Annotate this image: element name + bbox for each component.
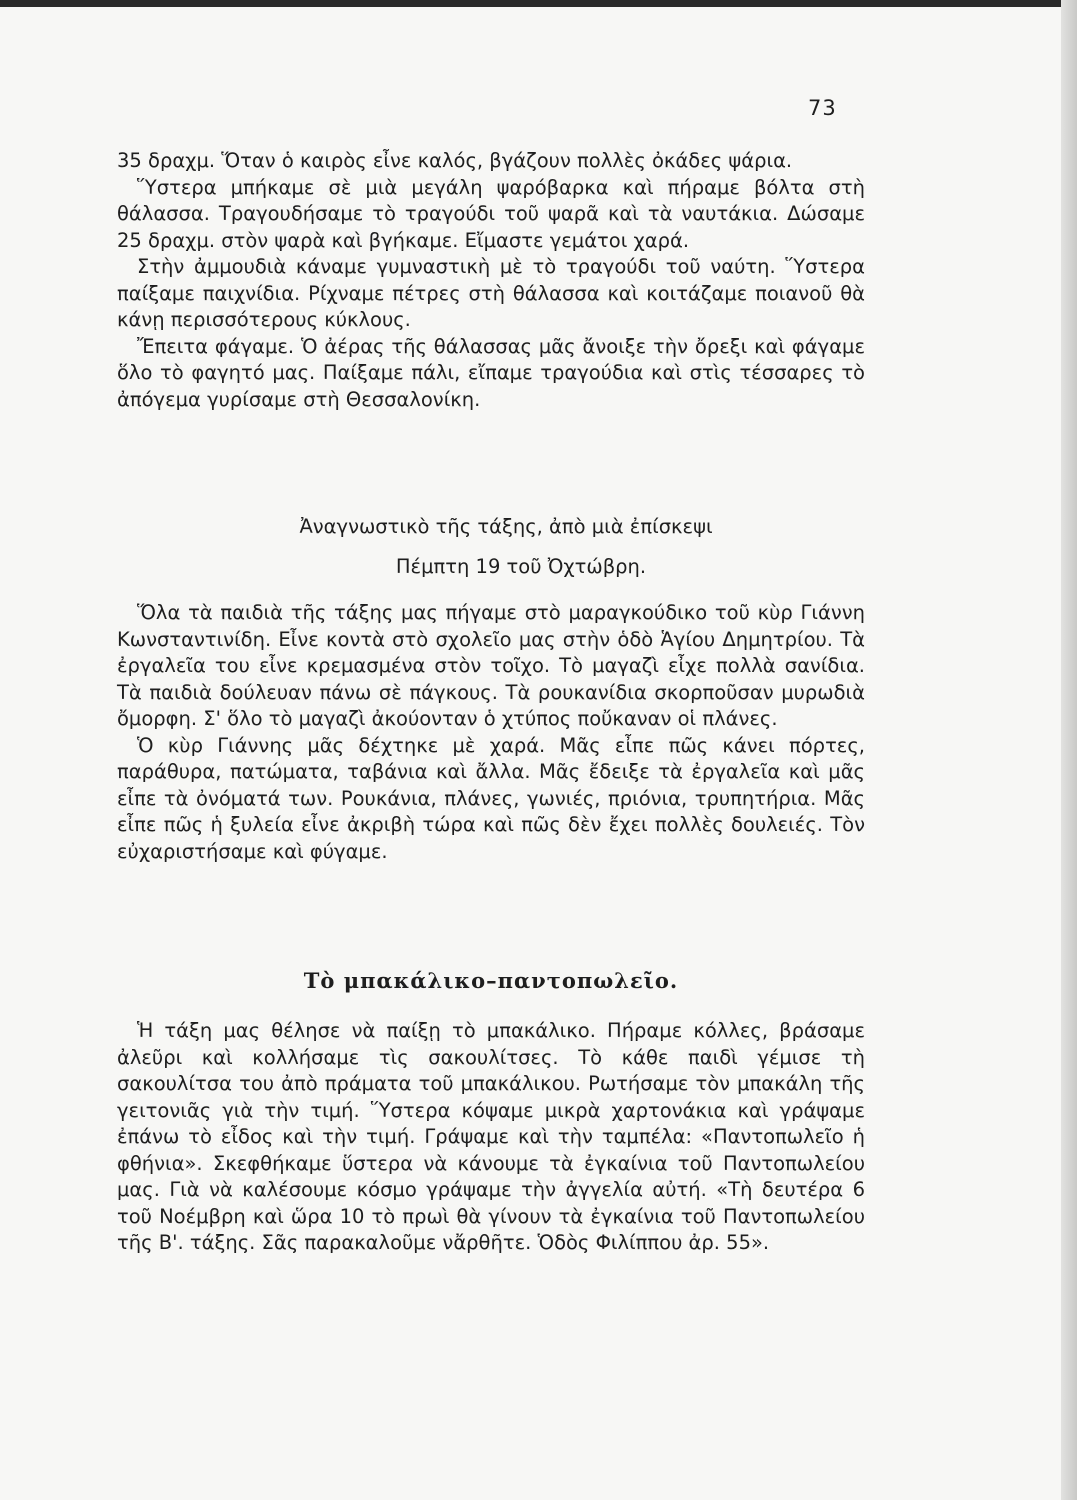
paragraph: Ὅλα τὰ παιδιὰ τῆς τάξης μας πήγαμε στὸ μαραγκούδικο τοῦ κὺρ Γιάννη Κωνσταντινίδη. Εἶνε κοντὰ στὸ σχολεῖο μας στὴν ὁδὸ Ἁγίου Δημητρίου. Τὰ ἐργαλεῖα του εἶνε κρεμασμένα στὸν τοῖχο. Τὸ μαγαζὶ εἶχε πολλὰ σανίδια. Τὰ παιδιὰ δούλευαν πάνω σὲ πάγκους. Τὰ ρουκανίδια σκορποῦσαν μυρωδιὰ ὄμορφη. Σ' ὅλο τὸ μαγαζὶ ἀκούονταν ὁ χτύπος ποὔκαναν οἱ πλάνες.: [117, 601, 865, 730]
paragraph: Ὕστερα μπήκαμε σὲ μιὰ μεγάλη ψαρόβαρκα καὶ πήραμε βόλτα στὴ θάλασσα. Τραγουδήσαμε τὸ τραγούδι τοῦ ψαρᾶ καὶ τὰ ναυτάκια. Δώσαμε 25 δραχμ. στὸν ψαρὰ καὶ βγήκαμε. Εἴμαστε γεμάτοι χαρά.: [117, 175, 865, 252]
paragraph: 35 δραχμ. Ὅταν ὁ καιρὸς εἶνε καλός, βγάζουν πολλὲς ὀκάδες ψάρια.: [117, 149, 793, 172]
section-excursion-text: [117, 148, 865, 413]
section-grocery-text: [117, 1018, 865, 1257]
paragraph: Ἔπειτα φάγαμε. Ὁ ἀέρας τῆς θάλασσας μᾶς ἄνοιξε τὴν ὄρεξι καὶ φάγαμε ὅλο τὸ φαγητό μας. Παίξαμε πάλι, εἴπαμε τραγούδια καὶ στὶς τέσσαρες τὸ ἀπόγεμα γυρίσαμε στὴ Θεσσαλονίκη.: [117, 334, 865, 411]
paragraph: Ἡ τάξη μας θέλησε νὰ παίξῃ τὸ μπακάλικο. Πήραμε κόλλες, βράσαμε ἀλεῦρι καὶ κολλήσαμε τὶς σακουλίτσες. Τὸ κάθε παιδὶ γέμισε τὴ σακουλίτσα του ἀπὸ πράματα τοῦ μπακάλικου. Ρωτήσαμε τὸν μπακάλη τῆς γειτονιᾶς γιὰ τὴν τιμή. Ὕστερα κόψαμε μικρὰ χαρτονάκια καὶ γράψαμε ἐπάνω τὸ εἶδος καὶ τὴν τιμή. Γράψαμε καὶ τὴν ταμπέλα: «Παντοπωλεῖο ἡ φθήνια». Σκεφθήκαμε ὕστερα νὰ κάνουμε τὰ ἐγκαίνια τοῦ Παντοπωλείου μας. Γιὰ νὰ καλέσουμε κόσμο γράψαμε τὴν ἀγγελία αὐτή. «Τὴ δευτέρα 6 τοῦ Νοέμβρη καὶ ὥρα 10 τὸ πρωὶ θὰ γίνουν τὰ ἐγκαίνια τοῦ Παντοπωλείου τῆς Β'. τάξης. Σᾶς παρακαλοῦμε νἄρθῆτε. Ὁδὸς Φιλίππου ἀρ. 55».: [117, 1019, 865, 1254]
grocery-section-title: Τὸ μπακάλικο–παντοπωλεῖο.: [303, 968, 679, 993]
paragraph: Στὴν ἀμμουδιὰ κάναμε γυμναστικὴ μὲ τὸ τραγούδι τοῦ ναύτη. Ὕστερα παίξαμε παιχνίδια. Ρίχναμε πέτρες στὴ θάλασσα καὶ κοιτάζαμε ποιανοῦ θὰ κάνῃ περισσότερους κύκλους.: [117, 255, 865, 331]
scan-right-edge: [1061, 0, 1077, 1500]
paragraph: Ὁ κὺρ Γιάννης μᾶς δέχτηκε μὲ χαρά. Μᾶς εἶπε πῶς κάνει πόρτες, παράθυρα, πατώματα, ταβάνια καὶ ἄλλα. Μᾶς ἔδειξε τὰ ἐργαλεῖα καὶ μᾶς εἶπε τὰ ὀνόματά των. Ρουκάνια, πλάνες, γωνιές, πριόνια, τρυπητήρια. Μᾶς εἶπε πῶς ἡ ξυλεία εἶνε ἀκριβὴ τώρα καὶ πῶς δὲν ἔχει πολλὲς δουλειές. Τὸν εὐχαριστήσαμε καὶ φύγαμε.: [117, 733, 865, 863]
visit-date: Πέμπτη 19 τοῦ Ὀχτώβρη.: [395, 555, 647, 578]
visit-heading: Ἀναγνωστικὸ τῆς τάξης, ἀπὸ μιὰ ἐπίσκεψι: [299, 515, 713, 538]
section-visit-text: [117, 600, 865, 865]
page-number: 73: [808, 96, 837, 120]
scan-top-edge: [0, 0, 1077, 7]
